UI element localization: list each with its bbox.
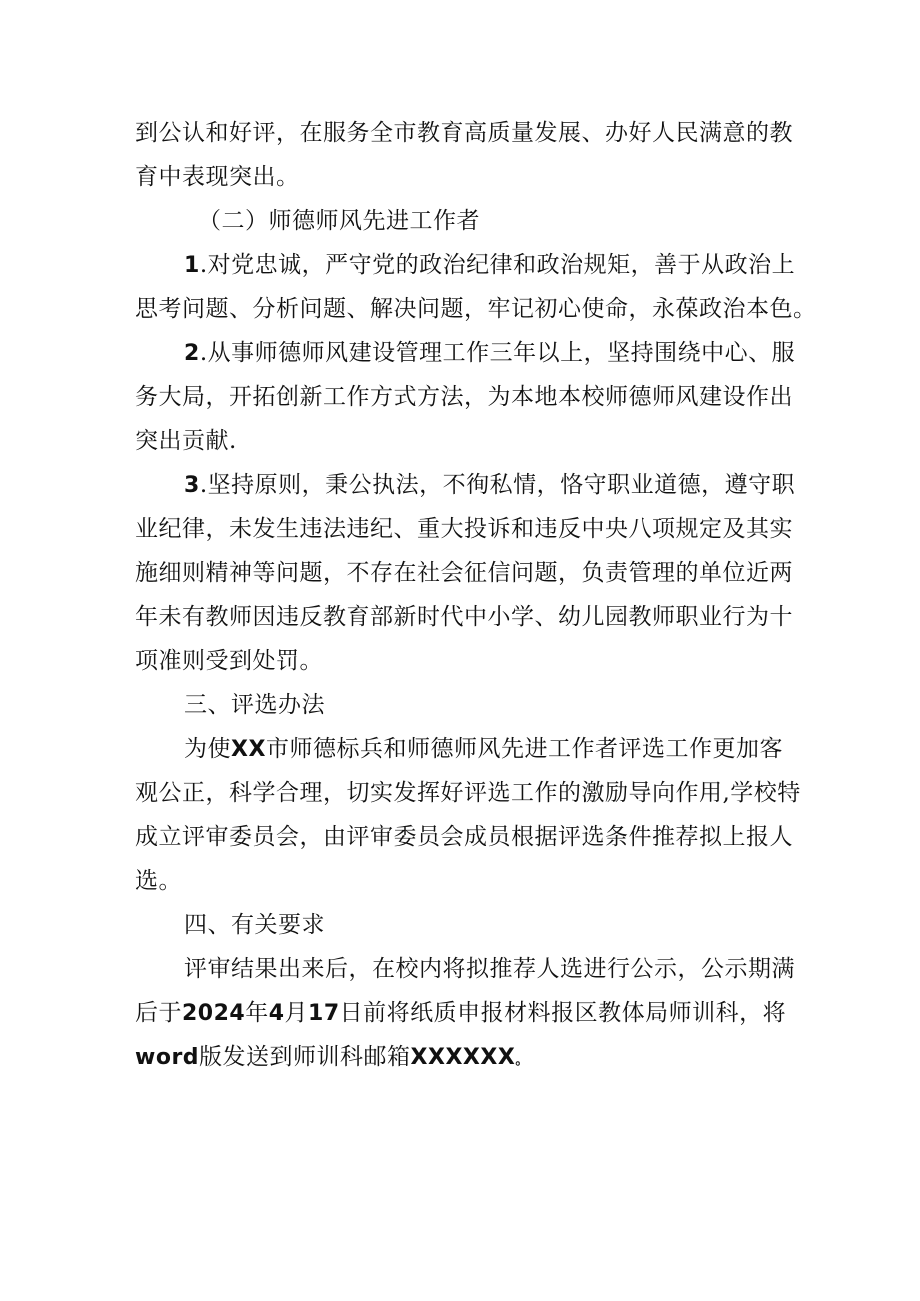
para-4-line-1: 评审结果出来后，在校内将拟推荐人选进行公示，公示期满 [184,956,795,982]
item-3-line-5: 项准则受到处罚。 [135,648,323,674]
item-1-line-1: 1.对党忠诚，严守党的政治纪律和政治规矩，善于从政治上 [184,252,796,278]
item-2-line-1: 2.从事师德师风建设管理工作三年以上，坚持围绕中心、服 [184,340,796,366]
email-placeholder: XXXXXX [410,1045,516,1070]
item-3-line-4: 年未有教师因违反教育部新时代中小学、幼儿园教师职业行为十 [135,604,793,630]
deadline-day: 17 [308,1001,340,1026]
para-4-line-3: word版发送到师训科邮箱XXXXXX。 [135,1044,529,1070]
item-3-line-2: 业纪律，未发生违法违纪、重大投诉和违反中央八项规定及其实 [135,516,793,542]
para-intro-line-2: 育中表现突出。 [135,164,300,190]
item-3-line-3: 施细则精神等问题，不存在社会征信问题，负责管理的单位近两 [135,560,793,586]
item-3-number: 3 [184,473,200,498]
para-3-line-3: 成立评审委员会，由评审委员会成员根据评选条件推荐拟上报人 [135,824,793,850]
word-format: word [135,1045,200,1070]
item-1-line-2: 思考问题、分析问题、解决问题，牢记初心使命，永葆政治本色。 [135,296,817,322]
heading-4: 四、有关要求 [184,912,325,938]
item-2-line-2: 务大局，开拓创新工作方式方法，为本地本校师德师风建设作出 [135,384,793,410]
para-4-line-2: 后于2024年4月17日前将纸质申报材料报区教体局师训科，将 [135,1000,787,1026]
para-3-line-4: 选。 [135,868,182,894]
para-3-line-1: 为使XX市师德标兵和师德师风先进工作者评选工作更加客 [184,736,783,762]
item-1-number: 1 [184,253,200,278]
deadline-month: 4 [268,1001,285,1026]
item-3-line-1: 3.坚持原则，秉公执法，不徇私情，恪守职业道德，遵守职 [184,472,796,498]
heading-3: 三、评选办法 [184,692,325,718]
deadline-year: 2024 [182,1001,246,1026]
item-2-line-3: 突出贡献. [135,428,237,454]
item-2-number: 2 [184,341,200,366]
section-2-heading: （二）师德师风先进工作者 [198,208,480,234]
city-placeholder: XX [231,737,266,762]
para-3-line-2: 观公正，科学合理，切实发挥好评选工作的激励导向作用,学校特 [135,780,801,806]
para-intro-line-1: 到公认和好评，在服务全市教育高质量发展、办好人民满意的教 [135,120,793,146]
